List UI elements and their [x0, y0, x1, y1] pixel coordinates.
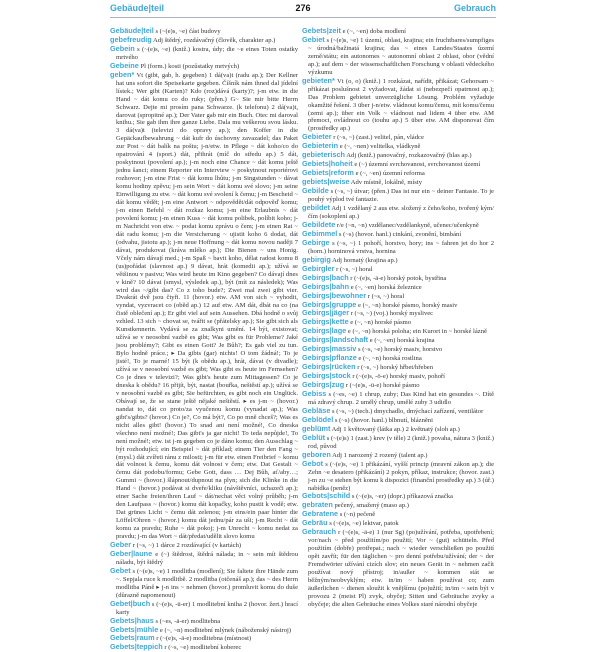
headword: Gebirgs|bach	[302, 272, 349, 282]
entry-body: s (~(e)s) 1 (zast.) krev (v těle) 2 (kniž.) povaha, nátura 3 (kniž.) rod, původ	[308, 434, 495, 450]
headword: gebildet	[302, 203, 330, 213]
entry-body: pečený, smažený (maso ap.)	[332, 502, 409, 510]
entry-body: e (~, ~en) horská krajina	[368, 337, 435, 345]
entry-body: s (~s, ~) útvar; (přen.) Das ist nur ein ~ deiner Fantasie. To je pouhý výplod tvé fantazie.	[308, 188, 494, 204]
headword: Gebets|mühle	[110, 624, 159, 634]
headword: Gebirgs|stock	[302, 371, 351, 381]
headword: geblümt	[302, 423, 331, 433]
entry-body: r (~s, ~) horal	[366, 292, 405, 300]
running-header	[110, 3, 496, 18]
entry-body: s (~n) pečeně	[338, 511, 376, 519]
dictionary-entry	[110, 71, 298, 541]
dictionary-entry	[302, 187, 494, 204]
headword: Gebirgs|rücken	[302, 362, 356, 372]
headword: Gebets|haus	[110, 615, 154, 625]
headword: Gebirgs|zug	[302, 380, 345, 390]
entry-body: e (~, ~n) horské pásmo	[348, 319, 412, 327]
entry-body: e (~) štědrost, štědrá nálada; in ~ sein mít štědrou náladu, být štědrý	[116, 550, 298, 566]
entry-body: Adj 1 narozený 2 rozený (talent ap.)	[330, 451, 428, 459]
entry-body: Adj hornatý (krajina ap.)	[330, 256, 398, 264]
dictionary-entry	[302, 434, 494, 451]
entry-body: Adj štědrý, rozdávačný (člověk, charakter ap.)	[151, 36, 276, 44]
entry-body: e (~, ~en) územní reforma	[353, 170, 425, 178]
entry-body: r (~(e)s, -ä-e) 1 (nur Sg) (po)užívání, potřeba, upotřebení; vor/nach ~ před použitím/po použití; Vor ~ (gut) schütteln. Před použitím (dobře) protřepat.; nach ~ wieder verschließen po použití opět zavřít; für den täglichen ~ pro denní potřebu/užívání; der ~ der Fremdwörter užívání cizích slov; ein neues Gerät in ~ nehmen začít používat nový přístroj; in/außer ~ kommen stát se běžným/neobvyklým; etw. in/im ~ haben používat co; zum äußerlichen ~ dienen sloužit k vnějšímu (po)užití; in/im ~ sein být v provozu 2 (meist Pl) zvyk, obyčej; Sitten und Gebräuche zvyky a obyčeje; die alten Gebräuche eines Volkes staré národní obyčeje	[308, 529, 494, 608]
dictionary-entry	[110, 36, 298, 45]
dictionary-entry	[302, 390, 494, 407]
headword: Gebräu	[302, 518, 328, 528]
entry-body: r (~(e)s, -ö-e) horský masiv, pohoří	[350, 373, 446, 381]
headword: Gebiets|reform	[302, 168, 354, 178]
dictionary-entry	[302, 77, 494, 134]
headword: Gebeine	[110, 60, 139, 70]
headword: Gebieterin	[302, 141, 339, 151]
dictionary-entry	[302, 460, 494, 493]
entry-body: Adj 1 vzdělaný 2 aus etw. složený z čeho/koho, tvořený kým/čím (sokoplení ap.)	[308, 205, 494, 220]
dictionary-entry	[302, 230, 494, 239]
entry-body: Vt (o, o) (kniž.) 1 rozkázat, nařídit, přikázat; Gehorsam ~ přikázat poslušnost 2 vyžadovat, žádat si (nebezpečí opatrnost ap.); Das Problem gebietet unverzügliche Lösung. Problém vyžaduje okamžité řešení. 3 über j-n/etw. vládnout komu/čemu, mít komu/čemu (zemi ap.); über ein Volk ~ vládnout nad lidem 4 über etw. AM přemoci, ovládnout co (touhu ap.) 5 über etw. AM disponovat čím (prostředky ap.)	[308, 77, 494, 133]
headword: Gebirgs|massiv	[302, 344, 357, 354]
headword: Gebots|schild	[302, 491, 351, 501]
dictionary-entry	[302, 178, 494, 187]
headword: Gebets|zeit	[302, 26, 341, 35]
entry-body: Adj (kniž.) panovačný, rozkazovačný (hlas ap.)	[345, 152, 472, 160]
headword: gebefreudig	[110, 34, 152, 44]
left-column	[110, 27, 298, 652]
headword: Gebläse	[302, 405, 331, 415]
entry-body: s (~(e)s, ~e) 1 modlitba (modlení); Sie faltete ihre Hände zum ~. Sepjala ruce k modlitbě. 2 modlitba (otčenáš ap.); das ~ des Herrn modlitba Páně ▸ j-n ins ~ nehmen (hovor.) promluvit komu do duše (důrazně napomenout)	[116, 567, 298, 599]
entry-body: s (~(e)s, -ü-er) 1 modlitební kniha 2 (hovor. žert.) hrací karty	[116, 600, 298, 616]
dictionary-entry	[302, 204, 494, 221]
entry-body: r (~s, ~) 1 dárce 2 rozdávající (v kartách)	[131, 542, 242, 549]
entry-body: Vt (gibt, gab, h. gegeben) 1 dá(va)t (radu ap.); Der Kellner hat uns sofort die Speisekarte gegeben. Číšník nám ihned dal jídelní lístek.; Wer gibt (Karten)? Kdo (roz)dává (karty)?; j-m etw. in die Hand ~ dát komu co do ruky; (přen.) G~ Sie mir bitte Herrn Schwarz. Dejte mi prosím pana Schwarze. (k telefonu) 2 dá(va)t, darovat (spropitné ap.); Der Vater gab mir ein Buch. Otec mi daroval knihu.; Sie gab ihm ihre ganze Liebe. Dala mu veškerou svou lásku. 3 dá(va)t (televizi do opravy ap.); den Koffer in die Gepäckaufbewahrung ~ dát kufr do úschovny zavazadel; das Paket zur Post ~ dát balík na poštu; j-n/etw. in Pflege ~ dát koho/co do opatrování 4 (sport.) dát, přihrát (míč do středu ap.) 5 dát, poskytnout (povolení ap.); j-m noch eine Chance ~ dát komu ještě jednu šanci; einem Reporter ein Interview ~ poskytnout reportérovi rozhovor; j-m eine Frist ~ dát komu lhůtu; j-m Singstunden ~ dávat komu hodiny zpěvu; j-m sein Wort ~ dát komu své slovo; j-m seine Einwilligung zu etw. ~ dát komu své svolení k čemu; j-m Bescheid ~ dát komu vědět; j-m eine Antwort ~ odpovědět/dát odpověď komu; j-m einen Befehl ~ dát rozkaz komu; j-m eine Erlaubnis ~ dát povolení komu; j-m einen Kuss ~ dát komu polibek, políbit koho; j-m Nachricht von etw. ~ podat komu zprávu o čem; j-m einen Rat ~ dát radu komu; j-m die Versicherung ~ ujistit koho 6 dodat, dát (odvahu, jistotu ap.); j-m neue Hoffnung ~ dát komu novou naději 7 dávat, produkovat (kráva mléko ap.); Die Bienen ~ uns Honig. Včely nám dávají med.; j-m Spaß ~ bavit koho, dělat radost komu 8 (us)pořádat (slavnost ap.) 9 dávat, hrát (komedii ap.); užívá se většinou v pasivu; Was wird heute im Kino gegeben? Co dávají dnes v kině? 10 dávat (smysl, výsledek ap.), být (mít za následek); Was wird das ~/gibt das? Co z toho bude?; Zwei mal zwei gibt vier. Dvakrát dvě jsou čtyři. 11 (hovor.) etw. AM von sich ~ vyhodit, vyndat, vyzvracet co (oběd ap.) 12 auf etw. AM dát, dbát na co (na čistě oblečení ap.); Er gibt viel auf sein Aussehen. Dbá hodně o svůj vzhled. 13 sich ~ chovat se, tvářit se (přátelsky ap.); Sie gibt sich als Kunstkennerin. Vydává se za znalkyni umění. 14 být, existovat; užívá se v neosobní vazbě es gibt; Was gibt es für Probleme? Jaké jsou problémy?; Gibt es einen Gott? Je Bůh?; Es gab viel zu tun. Bylo hodně práce.; ▸ Da gibts (gar) nichts! O tom žádná!; To je jisté!, To je marné! 15 být (k obědu ap.), hrát, dávat (v divadle); užívá se v neosobní vazbě es gibt; Was gibt es heute im Fernsehen? Co je dnes v televizi?; Was gibt's heute zum Mittagessen? Co je dneska k obědu? 16 přijít, být, nastat (bouřka, neštěstí ap.); užívá se v neosobní vazbě es gibt; Sie befürchten, es gibt noch ein Unglück. Obávají se, že se stane ještě nějaké neštěstí. ▸ es j-m ~ (hovor.) nandat to, dát co proto/za vyučenou komu (vynadat ap.); Was gibt's/gibts? (hovor.) Co je?, Co má být?, Co po mně chceš?; Was es nicht alles gibt! (hovor.) To snad ani není možné!, Co dneska všechno není možné!; Das gibt's ja gar nicht! To teda nepůjde!, To není možné!; etw. ist j-m gegeben co je dáno komu; den Ausschlag ~ být rozhodující; ein Beispiel ~ dát příklad; einem Tier den Fang ~ (mysl.) dát zvířeti ránu z milosti; j-m für etw. einen Freibrief ~ komu dát volnost k čemu, komu dát volnost v čem; etw. Dat Gestalt ~ čemu dát podobu/formu; Gebe Gott, dass … Dej Bůh, ať/aby…; Gummi ~ (hovor.) šlápnout/dupnout na plyn; sich die Klinke in die Hand ~ (hovor.) podávat si dveře/kliku (návštěvníci, uchazeči ap.); einer Sache freien/ihren Lauf ~ dát/nechat věci volný průběh; j-m den Laufpass ~ (hovor.) komu dát kopačky, koho pustit k vodě; etw. Dat grünes Licht ~ čemu dát zelenou; j-m eins/ein paar hinter die Löffel/Ohren ~ (hovor.) komu dát jednu/pár za uši; j-m Recht ~ dát komu za pravdu; Ruhe ~ dát pokoj; j-m Unrecht ~ komu nedat za pravdu; j-m das Wort ~ dát/předat/udělit slovo komu	[116, 71, 298, 541]
headword: geben*	[110, 69, 135, 79]
headword: Gebimmel	[302, 228, 338, 238]
headword: Gebäude|teil	[110, 26, 154, 35]
entry-body: e (~, ~n) modlitební mlýnek (náboženský nástroj)	[158, 626, 292, 634]
entry-body: e (~, ~nen) velitelka, vládkyně	[338, 143, 421, 151]
dictionary-entry	[110, 62, 298, 71]
headword: Geblüt	[302, 432, 326, 442]
headword: gebieterisch	[302, 150, 345, 160]
headword: Gebirgs|lage	[302, 326, 347, 336]
entry-body: Pl (form.) kosti (pozůstatky mrtvých)	[138, 62, 240, 70]
headword: Gebirge	[302, 237, 330, 247]
headword: Gebiet	[302, 34, 325, 44]
entry-body: s (~es, ~e) 1 chrup, zuby; Das Kind hat ein gesundes ~. Dítě má zdravý chrup. 2 umělý chrup, umělé zuby 3 udidlo	[308, 391, 494, 406]
headword: Geblödel	[302, 414, 334, 424]
entry-body: s (~s, ~e) horský masiv, horstvo	[356, 346, 443, 354]
entry-body: r (~s, ~) horal	[334, 265, 373, 273]
headword: Gebot	[302, 458, 324, 468]
dictionary-entry	[302, 451, 494, 460]
entry-body: r (~s, ~e) modlitební koberec	[162, 644, 242, 652]
entry-body: Adv místně, lokálně, místy	[349, 179, 422, 187]
entry-body: e (~, ~en) horská železnice	[349, 283, 422, 291]
headword: Gebilde	[302, 186, 329, 196]
entry-body: e (~, ~n) horské pásmo, horský masiv	[356, 301, 458, 309]
entry-body: s (~es, -ä-er) modlitebna	[153, 617, 221, 625]
left-guideword: Gebäude|teil	[110, 3, 165, 13]
right-column	[302, 27, 494, 609]
headword: Gebildete	[302, 219, 336, 229]
dictionary-entry	[110, 600, 298, 617]
dictionary-entry	[302, 416, 494, 425]
headword: gebiets|weise	[302, 177, 350, 187]
headword: Gebrauch	[302, 527, 337, 537]
headword: Gebiss	[302, 389, 327, 399]
headword: Gebets|teppich	[110, 642, 163, 652]
headword: Gebirgs|kette	[302, 317, 349, 327]
headword: Gebet	[110, 565, 131, 575]
headword: Gebein	[110, 43, 135, 53]
entry-body: r (~s, ~) (zast.) velitel, pán, vládce	[331, 134, 424, 142]
dictionary-entry	[302, 36, 494, 77]
dictionary-entry	[110, 550, 298, 567]
headword: Gebirgs|bahn	[302, 281, 350, 291]
headword: Geber|laune	[110, 548, 153, 558]
dictionary-entry	[302, 239, 494, 256]
entry-body: s (~s, ~) 1 pohoří, horstvo, hory; ins ~ fahren jet do hor 2 (horn.) horninová vrstva, hornina	[308, 239, 494, 255]
entry-body: s (~(e)s, ~er) (dopr.) příkazová značka	[350, 493, 453, 501]
headword: Gebratene	[302, 509, 339, 519]
entry-body: s (~(e)s, ~e) 1 území, oblast, krajina; ein fruchtbares/sumpfiges ~ úrodná/bažinatá krajina; das ~ eines Landes/Staates území země/státu; ein autonomes ~ autonomní oblast 2 oblast, obor (vědní ap.); auf dem ~ der wissenschaftlichen Forschung v oblasti vědeckého výzkumu	[308, 36, 494, 76]
entry-body: e (~, ~n) horská rostlina	[356, 355, 422, 363]
headword: Gebieter	[302, 132, 332, 142]
right-guideword: Gebrauch	[453, 3, 496, 13]
headword: Gebets|raum	[110, 633, 155, 643]
dictionary-entry	[110, 45, 298, 62]
dictionary-entry	[110, 643, 298, 652]
entry-body: r (~s, ~) horský hřbet/hřeben	[355, 364, 433, 372]
entry-body: s (~s) (hovor. hanl.) blbnutí, blázněni	[333, 416, 433, 424]
entry-body: s (~s, ~) (tech.) dmychadlo, dmýchací zařízení, ventilátor	[330, 407, 484, 415]
headword: gebieten*	[302, 75, 335, 85]
entry-body: e (~, ~en) doba modlení	[340, 28, 406, 35]
entry-body: s (~(e)s, ~e) lektvar, patok	[327, 520, 399, 528]
dictionary-entry	[302, 27, 494, 36]
dictionary-entry	[302, 510, 494, 519]
dictionary-entry	[302, 425, 494, 434]
headword: Gebirgs|bewohner	[302, 290, 367, 300]
entry-body: s (~(e)s, ~e) 1 přikázání, vyšší princip (mravní zákon ap.); die Zehn ~e desatero (přikázání) 2 pokyn, příkaz, instrukce; (hovor. zast.) j-m zu ~e stehen být komu k dispozici (finanční prostředky ap.) 3 (úř.) nabídka (peněz)	[308, 460, 494, 492]
entry-body: e (~) územní svrchovanost, svrchovanost území	[352, 161, 481, 169]
dictionary-entry	[302, 381, 494, 390]
entry-body: r (~(e)s, -ü-e) horské pásmo	[344, 382, 420, 390]
headword: Gebirgs|landschaft	[302, 335, 369, 345]
headword: gebraten	[302, 500, 333, 510]
headword: gebirgig	[302, 254, 331, 264]
entry-body: s (~s) (hovor. hanl.) cinkání, zvonění, bimbání	[337, 230, 462, 238]
headword: Gebirgs|gruppe	[302, 299, 357, 309]
entry-body: r (~s, ~) (voj.) horský myslivec	[349, 310, 434, 318]
entry-body: r (~(e)s, -ä-e) modlitebna (místnost)	[154, 635, 252, 643]
page-number: 276	[295, 3, 311, 13]
entry-body: s (~(e)s, ~e) (kniž.) kostra, údy; die ~e eines Toten ostatky mrtvého	[116, 45, 298, 61]
entry-body: s (~(e)s, ~e) část budovy	[153, 28, 221, 35]
entry-body: e (~, ~n) horská poloha; ein Kurort in ~ horské lázně	[346, 328, 487, 336]
headword: Geber	[110, 540, 132, 549]
entry-body: r (~(e)s, -ä-e) horský potok, bystřina	[348, 274, 447, 282]
entry-body: Adj 1 květovaný (látka ap.) 2 květnatý (sloh ap.)	[330, 425, 460, 433]
entry-body: r/e (~n, ~n) vzdělanec/vzdělankyně, učenec/učenkyně	[335, 221, 479, 229]
headword: geboren	[302, 449, 331, 459]
headword: Gebiets|hoheit	[302, 159, 353, 169]
headword: Gebirgs|pflanze	[302, 353, 357, 363]
dictionary-entry	[302, 528, 494, 609]
dictionary-entry	[110, 567, 298, 600]
headword: Gebirgs|jäger	[302, 308, 350, 318]
headword: Gebirgler	[302, 263, 335, 273]
headword: Gebet|buch	[110, 598, 151, 608]
